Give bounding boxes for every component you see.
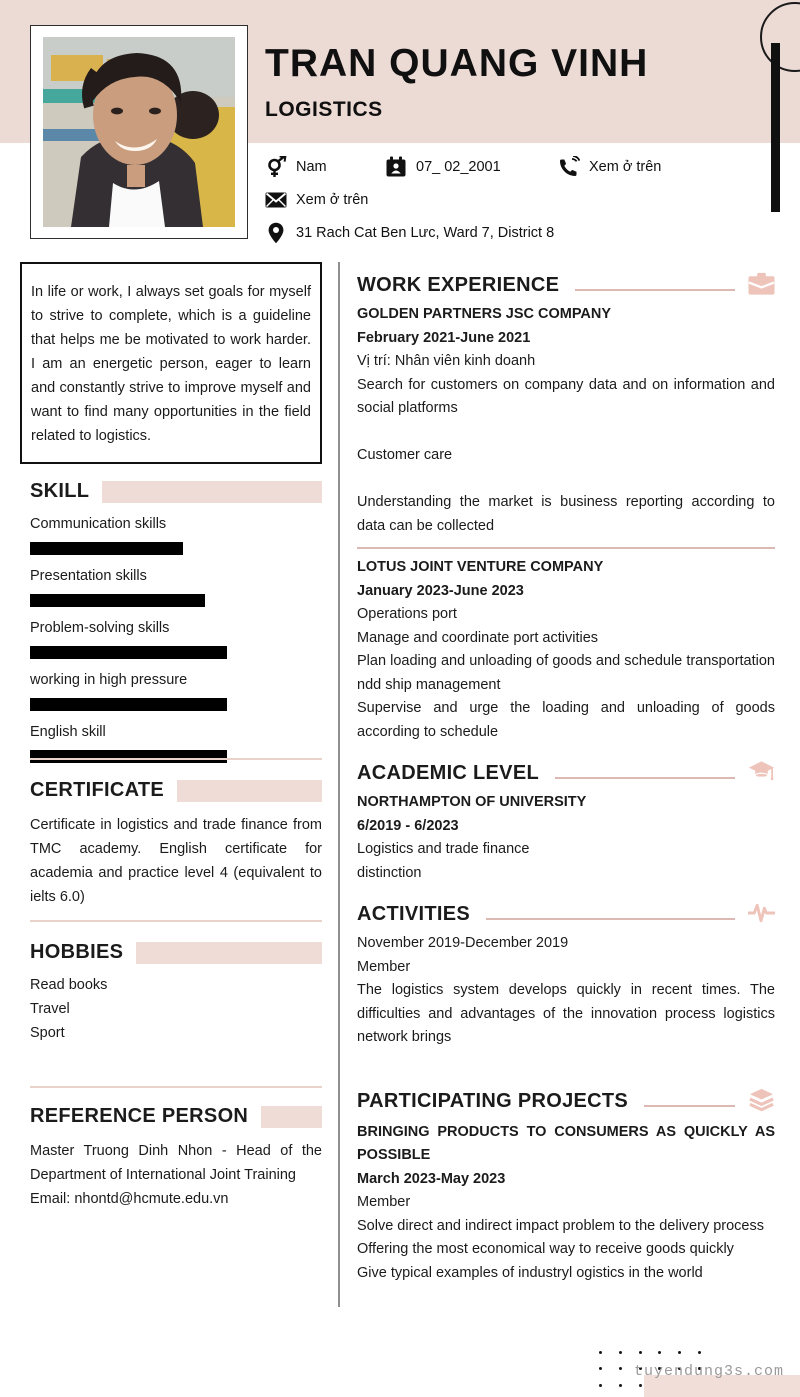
contact-phone (558, 156, 661, 178)
activities-role: Member (357, 958, 411, 975)
project-role: Member (357, 1194, 411, 1210)
job-period: January 2023-June 2023 (357, 582, 524, 599)
job-line: Understanding the market is business reporting according to data can be collected (357, 494, 775, 534)
dot (658, 1351, 661, 1354)
hobbies-heading (30, 941, 322, 964)
job-line (357, 421, 775, 445)
job-divider (357, 547, 775, 549)
section-divider (30, 758, 322, 760)
pulse-icon (748, 901, 775, 925)
activities-heading (357, 901, 775, 926)
dot (619, 1351, 622, 1354)
academic-title: ACADEMIC LEVEL (357, 762, 539, 784)
certificate-heading (30, 779, 322, 802)
profile-photo (30, 25, 248, 239)
skill-label: Problem-solving skills (30, 620, 170, 636)
skill-bar (30, 698, 227, 711)
work-heading (357, 272, 775, 297)
job-period: February 2021-June 2021 (357, 329, 531, 346)
job-line: Vị trí: Nhân viên kinh doanh (357, 353, 536, 369)
skill-item (30, 515, 322, 555)
project-name: BRINGING PRODUCTS TO CONSUMERS AS QUICKLY AS POSSIBLE (357, 1123, 775, 1163)
activities-period: November 2019-December 2019 (357, 935, 569, 951)
job-company: LOTUS JOINT VENTURE COMPANY (357, 559, 604, 575)
skill-label: working in high pressure (30, 672, 188, 688)
skill-item (30, 723, 322, 763)
academic-line: Logistics and trade finance (357, 841, 530, 857)
hobbies-section (30, 941, 322, 1045)
contact-gender (265, 156, 327, 178)
gender-icon (265, 156, 287, 178)
hobbies-title: HOBBIES (30, 941, 124, 963)
dot (639, 1384, 642, 1387)
phone-icon (558, 156, 580, 178)
profile-photo-image (43, 37, 235, 227)
work-title: WORK EXPERIENCE (357, 274, 560, 296)
layers-icon (748, 1088, 775, 1112)
dot (599, 1384, 602, 1387)
heading-accent-block (136, 942, 322, 964)
job-company: GOLDEN PARTNERS JSC COMPANY (357, 306, 612, 322)
contact-block (265, 150, 785, 245)
hobby-item: Sport (30, 1025, 65, 1041)
hobby-item: Travel (30, 1001, 70, 1017)
calendar-icon (385, 156, 407, 178)
column-divider (338, 262, 340, 1307)
skill-bar (30, 750, 227, 763)
job-entry (357, 303, 775, 538)
dot (619, 1384, 622, 1387)
certificate-title: CERTIFICATE (30, 779, 165, 801)
reference-section (30, 1105, 322, 1211)
job-line: Search for customers on company data and on information and social platforms (357, 376, 775, 416)
skill-title: SKILL (30, 480, 90, 502)
person-role: LOGISTICS (265, 98, 383, 121)
skill-item (30, 671, 322, 711)
certificate-text: Certificate in logistics and trade finance from TMC academy. English certificate for academia and practice level 4 (equivalent to ielts 6.0) (30, 817, 322, 905)
reference-heading (30, 1105, 322, 1128)
heading-underline (486, 918, 735, 920)
skill-bar (30, 542, 183, 555)
envelope-icon (265, 189, 287, 211)
right-column (357, 272, 775, 1285)
hobby-item: Read books (30, 977, 108, 993)
contact-birthday-value: 07_ 02_2001 (416, 159, 501, 175)
graduation-cap-icon (748, 760, 775, 784)
contact-address-value: 31 Rach Cat Ben Lưc, Ward 7, District 8 (296, 225, 555, 241)
academic-heading (357, 760, 775, 785)
project-line: Offering the most economical way to receive goods quickly (357, 1241, 734, 1257)
projects-heading (357, 1088, 775, 1113)
job-entry (357, 556, 775, 744)
section-divider (30, 1086, 322, 1088)
dot (639, 1351, 642, 1354)
dot (599, 1367, 602, 1370)
activities-text: The logistics system develops quickly in recent times. The difficulties and advantages of the innovation process logistics network brings (357, 982, 775, 1045)
job-line: Customer care (357, 447, 453, 463)
activities-title: ACTIVITIES (357, 903, 471, 925)
project-entry (357, 1121, 775, 1286)
skill-label: English skill (30, 724, 106, 740)
reference-email: Email: nhontd@hcmute.edu.vn (30, 1191, 229, 1207)
heading-underline (644, 1105, 735, 1107)
briefcase-icon (748, 272, 775, 296)
heading-accent-block (177, 780, 322, 802)
dot (619, 1367, 622, 1370)
skill-heading (30, 480, 322, 503)
watermark-text: tuyendung3s.com (634, 1363, 785, 1380)
skill-label: Presentation skills (30, 568, 147, 584)
heading-underline (575, 289, 735, 291)
section-divider (30, 920, 322, 922)
skill-item (30, 567, 322, 607)
skill-label: Communication skills (30, 516, 167, 532)
about-box: In life or work, I always set goals for myself to strive to complete, which is a guideline that helps me be motivated to work harder. I am an energetic person, eager to learn and constantly strive to improve myself and want to find many opportunities in the field related to logistics. (20, 262, 322, 464)
skill-bar (30, 646, 227, 659)
reference-person: Master Truong Dinh Nhon - Head of the Department of International Joint Training (30, 1143, 322, 1183)
heading-underline (555, 777, 735, 779)
person-name: TRAN QUANG VINH (265, 42, 649, 85)
dot (599, 1351, 602, 1354)
activities-section (357, 901, 775, 1050)
project-period: March 2023-May 2023 (357, 1170, 506, 1187)
projects-title: PARTICIPATING PROJECTS (357, 1089, 629, 1112)
dot (698, 1351, 701, 1354)
skill-section (30, 480, 322, 763)
reference-title: REFERENCE PERSON (30, 1105, 249, 1127)
job-line: Supervise and urge the loading and unloading of goods according to schedule (357, 700, 775, 740)
contact-phone-value: Xem ở trên (589, 159, 662, 175)
academic-section (357, 760, 775, 885)
academic-school: NORTHAMPTON OF UNIVERSITY (357, 794, 587, 810)
contact-gender-value: Nam (296, 159, 327, 175)
academic-period: 6/2019 - 6/2023 (357, 817, 459, 834)
contact-email-value: Xem ở trên (296, 192, 369, 208)
contact-address (265, 222, 554, 244)
activities-entry (357, 932, 775, 1050)
work-section (357, 272, 775, 744)
contact-email (265, 189, 368, 211)
job-line (357, 468, 775, 492)
job-line: Plan loading and unloading of goods and schedule transportation ndd ship management (357, 653, 775, 693)
skill-item (30, 619, 322, 659)
academic-line: distinction (357, 864, 422, 881)
heading-accent-block (261, 1106, 322, 1128)
dot (678, 1351, 681, 1354)
contact-birthday (385, 156, 501, 178)
academic-entry (357, 791, 775, 885)
hobbies-list (30, 973, 322, 1045)
project-line: Give typical examples of industryl ogistics in the world (357, 1264, 703, 1281)
location-pin-icon (265, 222, 287, 244)
heading-accent-block (102, 481, 322, 503)
job-line: Manage and coordinate port activities (357, 629, 599, 646)
certificate-section (30, 779, 322, 909)
job-line: Operations port (357, 606, 457, 622)
project-line: Solve direct and indirect impact problem to the delivery process (357, 1217, 764, 1234)
skill-bar (30, 594, 205, 607)
projects-section (357, 1088, 775, 1286)
